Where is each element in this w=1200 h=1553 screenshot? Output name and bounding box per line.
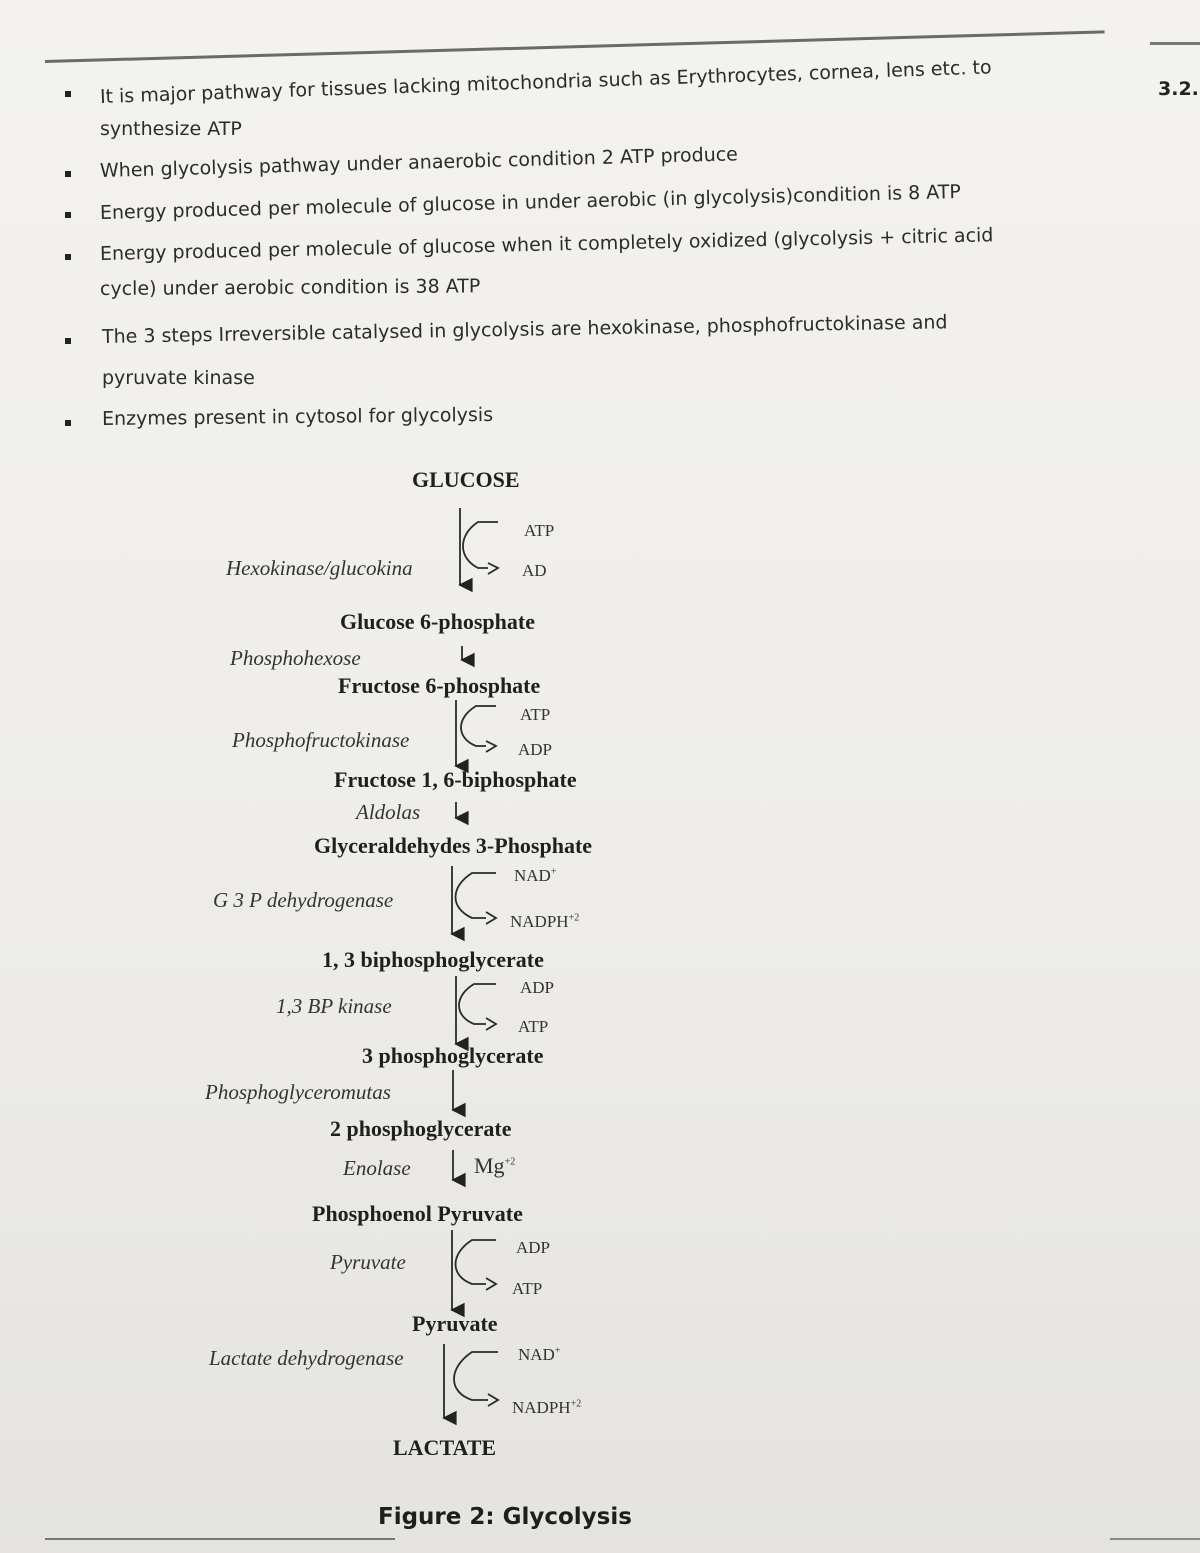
enzyme-lactate-dehydrogenase: Lactate dehydrogenase: [209, 1346, 404, 1370]
metabolite-pyruvate: Pyruvate: [412, 1311, 498, 1336]
bullet-2-line-1: When glycolysis pathway under anaerobic condition 2 ATP produce: [99, 143, 739, 182]
nadph-label: NADPH: [510, 912, 569, 931]
cofactor-atp-in: ATP: [520, 705, 551, 724]
cofactor-adp-in: ADP: [520, 978, 555, 997]
enzyme-pyruvate-kinase: Pyruvate: [330, 1250, 406, 1274]
enzyme-1-3-bp-kinase: 1,3 BP kinase: [276, 994, 392, 1018]
cofactor-nadph-out: [512, 1398, 581, 1418]
curved-arrow-step-9: [456, 1240, 497, 1290]
bullet-3-line-1: Energy produced per molecule of glucose in under aerobic (in glycolysis)condition is 8 ATP: [99, 180, 962, 224]
curved-arrow-step-1: [463, 522, 498, 574]
nadph-charge: +2: [570, 1398, 582, 1410]
enzyme-enolase: Enolase: [343, 1156, 411, 1180]
nad-label: NAD: [514, 866, 551, 885]
bullet-1-line-2: synthesize ATP: [100, 118, 242, 140]
cofactor-nad-in: [514, 866, 556, 886]
curved-arrow-step-3: [461, 706, 496, 752]
bullet-4-line-1: Energy produced per molecule of glucose when it completely oxidized (glycolysis + citric acid: [99, 224, 994, 265]
metabolite-phosphoenol-pyruvate: Phosphoenol Pyruvate: [312, 1201, 523, 1226]
bottom-rule: [45, 1538, 395, 1540]
metabolite-glyceraldehyde-3-phosphate: Glyceraldehydes 3-Phosphate: [314, 833, 593, 858]
enzyme-g3p-dehydrogenase: G 3 P dehydrogenase: [213, 888, 394, 912]
enzyme-aldolase: Aldolas: [356, 800, 421, 824]
nadph-label: NADPH: [512, 1398, 571, 1417]
mg-charge: +2: [504, 1156, 516, 1168]
metabolite-1-3-biphosphoglycerate: 1, 3 biphosphoglycerate: [322, 947, 544, 972]
cofactor-atp-in: ATP: [524, 521, 555, 540]
nad-label: NAD: [518, 1345, 555, 1364]
metabolite-glucose-6-phosphate: Glucose 6-phosphate: [340, 609, 535, 634]
bottom-right-rule: [1110, 1538, 1200, 1540]
enzyme-hexokinase: Hexokinase/glucokina: [226, 556, 413, 580]
bullet-5-line-1: The 3 steps Irreversible catalysed in glycolysis are hexokinase, phosphofructokinase and: [101, 311, 948, 348]
cofactor-magnesium: [474, 1153, 515, 1179]
curved-arrow-step-6: [459, 984, 496, 1030]
nadph-charge: +2: [568, 912, 580, 924]
mg-label: Mg: [474, 1153, 505, 1178]
cofactor-nad-in: [518, 1345, 560, 1365]
nad-charge: +: [550, 866, 557, 878]
enzyme-phosphoglyceromutase: Phosphoglyceromutas: [205, 1080, 391, 1104]
metabolite-3-phosphoglycerate: 3 phosphoglycerate: [362, 1043, 544, 1068]
metabolite-2-phosphoglycerate: 2 phosphoglycerate: [330, 1116, 512, 1141]
cofactor-nadph-out: [510, 912, 579, 932]
metabolite-fructose-6-phosphate: Fructose 6-phosphate: [338, 673, 541, 698]
bullet-6-line-1: Enzymes present in cytosol for glycolysis: [101, 403, 494, 430]
metabolite-glucose: GLUCOSE: [412, 467, 520, 492]
bullet-1-line-1: It is major pathway for tissues lacking mitochondria such as Erythrocytes, cornea, lens etc. to: [99, 56, 992, 108]
curved-arrow-step-10: [454, 1352, 498, 1406]
cofactor-atp-out: ATP: [518, 1017, 549, 1036]
cofactor-adp-out: ADP: [518, 740, 553, 759]
enzyme-phosphofructokinase: Phosphofructokinase: [232, 728, 410, 752]
section-number: 3.2.: [1158, 78, 1199, 100]
enzyme-phosphohexose-isomerase: Phosphohexose: [230, 646, 361, 670]
bullet-4-line-2: cycle) under aerobic condition is 38 ATP: [99, 275, 481, 300]
curved-arrow-step-5: [456, 873, 497, 924]
cofactor-atp-out: ATP: [512, 1279, 543, 1298]
cofactor-adp-out: AD: [522, 561, 547, 580]
cofactor-adp-in: ADP: [516, 1238, 551, 1257]
nad-charge: +: [554, 1345, 561, 1357]
figure-caption: Figure 2: Glycolysis: [378, 1504, 632, 1530]
metabolite-fructose-1-6-biphosphate: Fructose 1, 6-biphosphate: [334, 767, 577, 792]
bullet-5-line-2: pyruvate kinase: [102, 367, 255, 389]
metabolite-lactate: LACTATE: [393, 1435, 497, 1460]
